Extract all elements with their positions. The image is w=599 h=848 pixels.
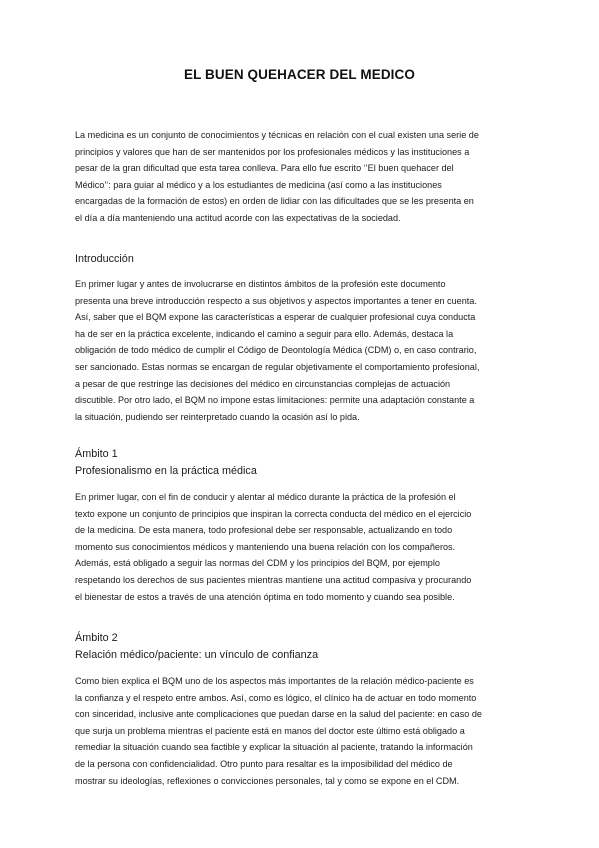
text-line: Así, saber que el BQM expone las características a esperar de cualquier profesional cuya conducta bbox=[75, 312, 476, 323]
text-line: de la medicina. De esta manera, todo profesional debe ser responsable, actualizando en todo bbox=[75, 525, 453, 536]
text-line: remediar la situación cuando sea factible y explicar la situación al paciente, tratando la información bbox=[75, 742, 473, 753]
intro-paragraph bbox=[75, 127, 525, 227]
text-line: con sinceridad, inclusive ante complicaciones que puedan darse en la salud del paciente: en caso de bbox=[75, 709, 482, 720]
text-line: Como bien explica el BQM uno de los aspectos más importantes de la relación médico-paciente es bbox=[75, 676, 474, 686]
section-ambito-2-body bbox=[75, 673, 525, 789]
text-line: obligación de todo médico de cumplir el Código de Deontología Médica (CDM) o, en caso contrario, bbox=[75, 345, 477, 356]
text-line: el bienestar de estos a través de una atención óptima en todo momento y cuando sea posible. bbox=[75, 591, 455, 602]
section-subheading: Profesionalismo en la práctica médica bbox=[75, 465, 257, 477]
text-line: presenta una breve introducción respecto a sus objetivos y aspectos importantes a tener en cuenta. bbox=[75, 295, 477, 306]
text-line: encargadas de la formación de estos) en orden de lidiar con las dificultades que se les presenta en bbox=[75, 196, 474, 207]
text-line: respetando los derechos de sus pacientes mientras mantiene una actitud compasiva y procurando bbox=[75, 574, 472, 585]
document-title: EL BUEN QUEHACER DEL MEDICO bbox=[184, 67, 415, 82]
section-ambito-1-body bbox=[75, 489, 525, 605]
text-line: el día a día manteniendo una actitud acorde con las expectativas de la sociedad. bbox=[75, 212, 401, 223]
text-line: a pesar de que restringe las decisiones del médico en circunstancias complejas de actuación bbox=[75, 378, 451, 389]
section-ambito-1 bbox=[75, 446, 525, 480]
text-line: La medicina es un conjunto de conocimientos y técnicas en relación con el cual existen una serie de bbox=[75, 130, 479, 140]
text-line: Médico’’: para guiar al médico y a los estudiantes de medicina (así como a las instituciones bbox=[75, 179, 442, 190]
section-introduccion-body bbox=[75, 276, 525, 425]
text-line: ha de ser en la práctica excelente, indicando el camino a seguir para ello. Además, destaca la bbox=[75, 328, 454, 339]
text-line: texto expone un conjunto de principios que inspiran la correcta conducta del médico en el ejercicio bbox=[75, 508, 472, 519]
text-line: pesar de la gran dificultad que esta tarea conlleva. Para ello fue escrito ‘’El buen quehacer del bbox=[75, 163, 454, 174]
section-introduccion bbox=[75, 251, 525, 268]
text-line: Además, está obligado a seguir las normas del CDM y los principios del BQM, por ejemplo bbox=[75, 558, 440, 569]
text-line: que surja un problema mientras el paciente está en manos del doctor este último está obligado a bbox=[75, 725, 465, 736]
section-ambito-2 bbox=[75, 630, 525, 664]
text-line: mostrar su ideologías, reflexiones o convicciones personales, tal y como se expone en el CDM. bbox=[75, 775, 460, 786]
text-line: discutible. Por otro lado, el BQM no impone estas limitaciones: permite una adaptación constante a bbox=[75, 395, 475, 406]
text-line: En primer lugar y antes de involucrarse en distintos ámbitos de la profesión este documento bbox=[75, 279, 446, 289]
text-line: de la persona con confidencialidad. Otro punto para resaltar es la imposibilidad del médico de bbox=[75, 758, 453, 769]
section-heading: Introducción bbox=[75, 253, 134, 265]
text-line: principios y valores que han de ser mantenidos por los profesionales médicos y las instituciones a bbox=[75, 146, 470, 157]
text-line: ser sancionado. Estas normas se encargan de regular objetivamente el comportamiento profesional, bbox=[75, 361, 480, 372]
text-line: la confianza y el respeto entre ambos. Así, como es lógico, el clínico ha de actuar en todo momento bbox=[75, 692, 477, 703]
section-subheading: Relación médico/paciente: un vínculo de confianza bbox=[75, 649, 319, 661]
text-line: momento sus conocimientos médicos y manteniendo una buena relación con los compañeros. bbox=[75, 541, 456, 552]
text-line: la situación, pudiendo ser reinterpretado cuando la ocasión así lo pida. bbox=[75, 411, 360, 422]
section-heading: Ámbito 2 bbox=[75, 632, 118, 644]
section-heading: Ámbito 1 bbox=[75, 448, 118, 460]
text-line: En primer lugar, con el fin de conducir y alentar al médico durante la práctica de la profesión el bbox=[75, 492, 456, 502]
